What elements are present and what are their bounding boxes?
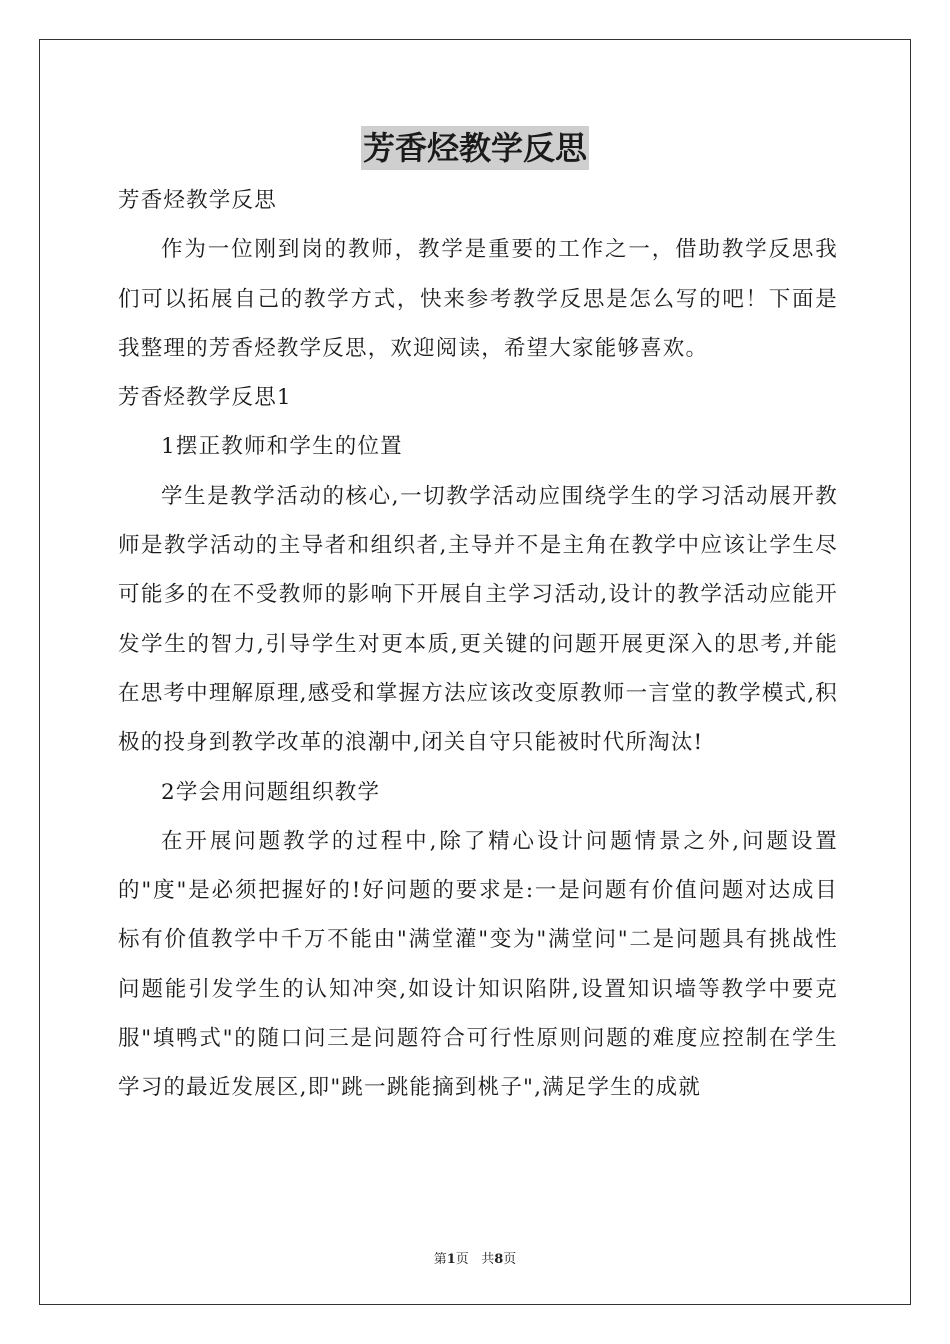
title-wrap [0, 126, 950, 170]
footer-page-number: 1 [446, 1252, 456, 1267]
footer-page-prefix: 第 [433, 1252, 447, 1267]
footer-total-suffix: 页 [503, 1252, 517, 1267]
footer-total-prefix: 共 [481, 1252, 495, 1267]
document-body [118, 176, 838, 1113]
intro-paragraph: 作为一位刚到岗的教师，教学是重要的工作之一，借助教学反思我们可以拓展自己的教学方式，快来参考教学反思是怎么写的吧！下面是我整理的芳香烃教学反思，欢迎阅读，希望大家能够喜欢。 [118, 237, 838, 361]
subtitle-paragraph: 芳香烃教学反思 [118, 188, 277, 213]
body-paragraph-2: 在开展问题教学的过程中,除了精心设计问题情景之外,问题设置的"度"是必须把握好的!好问题的要求是:一是问题有价值问题对达成目标有价值教学中千万不能由"满堂灌"变为"满堂问"二是问题具有挑战性问题能引发学生的认知冲突,如设计知识陷阱,设置知识墙等教学中要克服"填鸭式"的随口问三是问题符合可行性原则问题的难度应控制在学生学习的最近发展区,即"跳一跳能摘到桃子",满足学生的成就 [118, 828, 838, 1101]
footer-total-pages: 8 [494, 1252, 504, 1267]
page-footer [0, 1251, 950, 1269]
point-heading-2: 2学会用问题组织教学 [161, 779, 381, 805]
section-heading: 芳香烃教学反思1 [118, 385, 292, 411]
point-heading-1: 1摆正教师和学生的位置 [161, 434, 403, 460]
document-title: 芳香烃教学反思 [361, 126, 589, 170]
body-paragraph-1: 学生是教学活动的核心,一切教学活动应围绕学生的学习活动展开教师是教学活动的主导者和组织者,主导并不是主角在教学中应该让学生尽可能多的在不受教师的影响下开展自主学习活动,设计的教学活动应能开发学生的智力,引导学生对更本质,更关键的问题开展更深入的思考,并能在思考中理解原理,感受和掌握方法应该改变原教师一言堂的教学模式,积极的投身到教学改革的浪潮中,闭关自守只能被时代所淘汰! [118, 483, 838, 756]
footer-page-suffix: 页 [455, 1252, 469, 1267]
